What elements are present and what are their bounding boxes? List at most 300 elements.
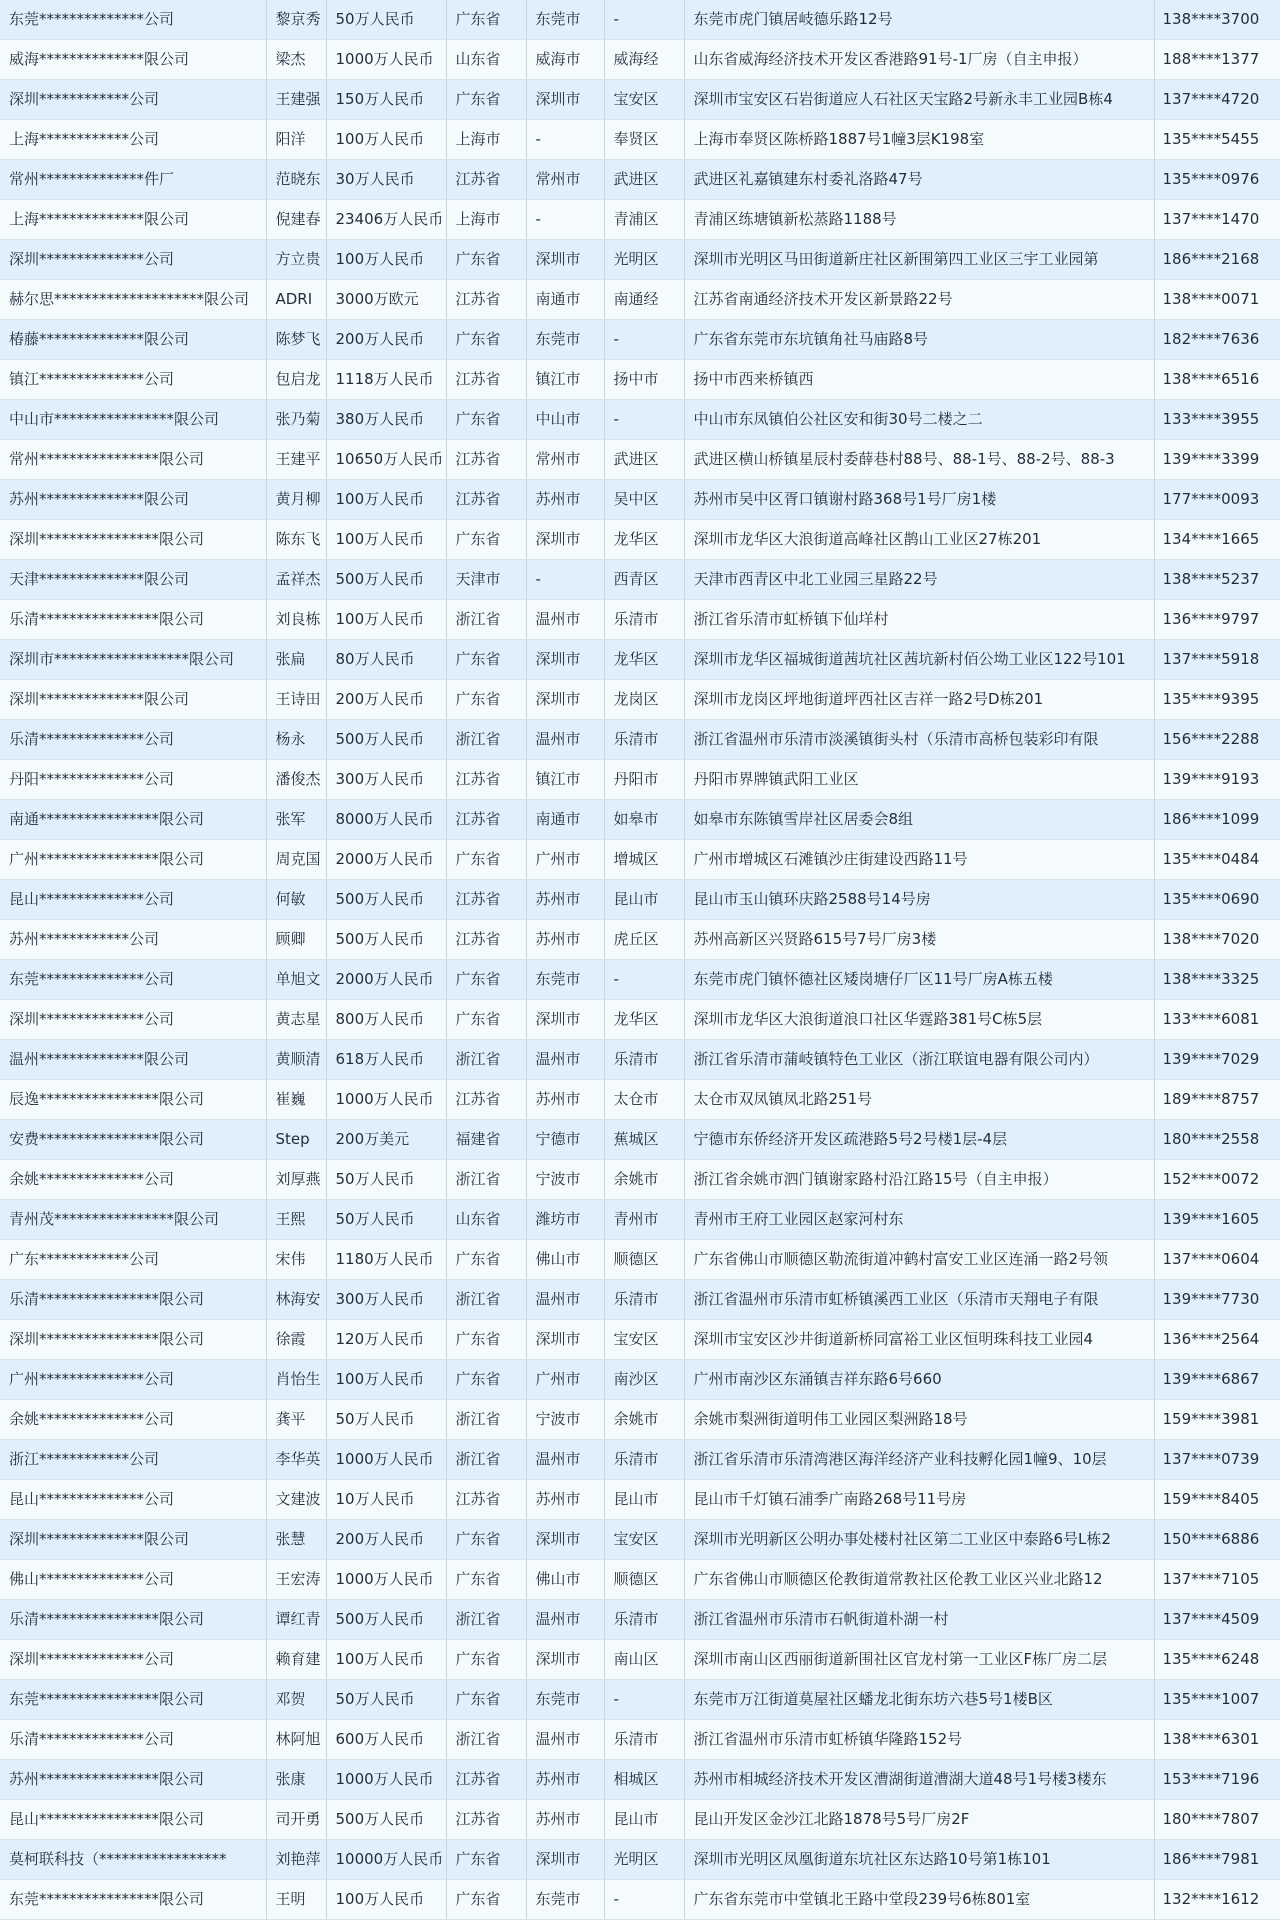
phone-cell: 138****6516 (1154, 360, 1280, 400)
province-cell: 广东省 (446, 1320, 526, 1360)
table-row (0, 1760, 1280, 1800)
province-cell: 广东省 (446, 680, 526, 720)
table-row (0, 880, 1280, 920)
province-cell: 广东省 (446, 1560, 526, 1600)
company-name-cell: 昆山****************限公司 (0, 1800, 266, 1840)
city-cell: 温州市 (526, 1600, 604, 1640)
company-name-cell: 苏州************公司 (0, 920, 266, 960)
city-cell: 南通市 (526, 280, 604, 320)
company-name-cell: 东莞**************公司 (0, 960, 266, 1000)
table-row (0, 720, 1280, 760)
district-cell: 宝安区 (604, 80, 684, 120)
legal-rep-cell: 王宏涛 (266, 1560, 326, 1600)
phone-cell: 138****3700 (1154, 0, 1280, 40)
province-cell: 广东省 (446, 1360, 526, 1400)
capital-cell: 1180万人民币 (326, 1240, 446, 1280)
province-cell: 山东省 (446, 1200, 526, 1240)
table-row (0, 1240, 1280, 1280)
province-cell: 江苏省 (446, 1760, 526, 1800)
legal-rep-cell: 赖育建 (266, 1640, 326, 1680)
district-cell: 相城区 (604, 1760, 684, 1800)
district-cell: 顺德区 (604, 1240, 684, 1280)
district-cell: 扬中市 (604, 360, 684, 400)
table-row (0, 40, 1280, 80)
legal-rep-cell: 司开勇 (266, 1800, 326, 1840)
phone-cell: 156****2288 (1154, 720, 1280, 760)
city-cell: 苏州市 (526, 920, 604, 960)
legal-rep-cell: 顾卿 (266, 920, 326, 960)
phone-cell: 139****7029 (1154, 1040, 1280, 1080)
company-name-cell: 苏州****************限公司 (0, 1760, 266, 1800)
company-name-cell: 东莞**************公司 (0, 0, 266, 40)
company-name-cell: 南通****************限公司 (0, 800, 266, 840)
phone-cell: 150****6886 (1154, 1520, 1280, 1560)
capital-cell: 500万人民币 (326, 720, 446, 760)
capital-cell: 120万人民币 (326, 1320, 446, 1360)
legal-rep-cell: 陈东飞 (266, 520, 326, 560)
legal-rep-cell: 范晓东 (266, 160, 326, 200)
company-name-cell: 赫尔思********************限公司 (0, 280, 266, 320)
phone-cell: 188****1377 (1154, 40, 1280, 80)
table-row (0, 80, 1280, 120)
address-cell: 深圳市光明区凤凰街道东坑社区东达路10号第1栋101 (684, 1840, 1154, 1880)
table-row (0, 680, 1280, 720)
phone-cell: 159****3981 (1154, 1400, 1280, 1440)
legal-rep-cell: 肖怡生 (266, 1360, 326, 1400)
table-row (0, 1720, 1280, 1760)
table-row (0, 640, 1280, 680)
phone-cell: 135****0690 (1154, 880, 1280, 920)
phone-cell: 137****0739 (1154, 1440, 1280, 1480)
city-cell: 常州市 (526, 440, 604, 480)
city-cell: 温州市 (526, 720, 604, 760)
province-cell: 浙江省 (446, 720, 526, 760)
address-cell: 深圳市龙华区大浪街道高峰社区鹊山工业区27栋201 (684, 520, 1154, 560)
address-cell: 中山市东凤镇伯公社区安和街30号二楼之二 (684, 400, 1154, 440)
phone-cell: 132****1612 (1154, 1880, 1280, 1920)
city-cell: 深圳市 (526, 1520, 604, 1560)
phone-cell: 180****7807 (1154, 1800, 1280, 1840)
province-cell: 广东省 (446, 1520, 526, 1560)
phone-cell: 186****2168 (1154, 240, 1280, 280)
address-cell: 浙江省温州市乐清市石帆街道朴湖一村 (684, 1600, 1154, 1640)
legal-rep-cell: 林阿旭 (266, 1720, 326, 1760)
legal-rep-cell: 何敏 (266, 880, 326, 920)
legal-rep-cell: 黎京秀 (266, 0, 326, 40)
district-cell: 如皋市 (604, 800, 684, 840)
city-cell: 东莞市 (526, 320, 604, 360)
province-cell: 江苏省 (446, 1480, 526, 1520)
city-cell: - (526, 560, 604, 600)
address-cell: 浙江省温州市乐清市淡溪镇街头村（乐清市高桥包装彩印有限 (684, 720, 1154, 760)
phone-cell: 138****3325 (1154, 960, 1280, 1000)
phone-cell: 180****2558 (1154, 1120, 1280, 1160)
district-cell: 光明区 (604, 240, 684, 280)
company-name-cell: 深圳**************公司 (0, 240, 266, 280)
capital-cell: 100万人民币 (326, 1880, 446, 1920)
legal-rep-cell: 文建波 (266, 1480, 326, 1520)
capital-cell: 100万人民币 (326, 480, 446, 520)
address-cell: 深圳市龙华区福城街道茜坑社区茜坑新村佰公坳工业区122号101 (684, 640, 1154, 680)
table-row (0, 400, 1280, 440)
phone-cell: 138****5237 (1154, 560, 1280, 600)
table-row (0, 1520, 1280, 1560)
district-cell: 乐清市 (604, 1600, 684, 1640)
capital-cell: 800万人民币 (326, 1000, 446, 1040)
company-name-cell: 浙江************公司 (0, 1440, 266, 1480)
address-cell: 武进区礼嘉镇建东村委礼洛路47号 (684, 160, 1154, 200)
province-cell: 广东省 (446, 1680, 526, 1720)
legal-rep-cell: 李华英 (266, 1440, 326, 1480)
district-cell: - (604, 960, 684, 1000)
table-row (0, 280, 1280, 320)
province-cell: 广东省 (446, 1000, 526, 1040)
capital-cell: 100万人民币 (326, 1640, 446, 1680)
phone-cell: 137****1470 (1154, 200, 1280, 240)
address-cell: 东莞市万江街道莫屋社区蟠龙北街东坊六巷5号1楼B区 (684, 1680, 1154, 1720)
city-cell: 镇江市 (526, 360, 604, 400)
table-row (0, 1880, 1280, 1920)
city-cell: 苏州市 (526, 1080, 604, 1120)
legal-rep-cell: 周克国 (266, 840, 326, 880)
address-cell: 浙江省温州市乐清市虹桥镇华隆路152号 (684, 1720, 1154, 1760)
legal-rep-cell: 刘艳萍 (266, 1840, 326, 1880)
district-cell: 丹阳市 (604, 760, 684, 800)
table-row (0, 1160, 1280, 1200)
address-cell: 浙江省乐清市乐清湾港区海洋经济产业科技孵化园1幢9、10层 (684, 1440, 1154, 1480)
company-name-cell: 安费****************限公司 (0, 1120, 266, 1160)
district-cell: 武进区 (604, 160, 684, 200)
address-cell: 广东省佛山市顺德区伦教街道常教社区伦教工业区兴业北路12 (684, 1560, 1154, 1600)
company-name-cell: 佛山**************公司 (0, 1560, 266, 1600)
city-cell: 佛山市 (526, 1240, 604, 1280)
capital-cell: 80万人民币 (326, 640, 446, 680)
district-cell: 青州市 (604, 1200, 684, 1240)
capital-cell: 1000万人民币 (326, 1760, 446, 1800)
district-cell: 乐清市 (604, 600, 684, 640)
phone-cell: 139****7730 (1154, 1280, 1280, 1320)
province-cell: 江苏省 (446, 760, 526, 800)
address-cell: 苏州高新区兴贤路615号7号厂房3楼 (684, 920, 1154, 960)
province-cell: 广东省 (446, 1640, 526, 1680)
legal-rep-cell: 王建强 (266, 80, 326, 120)
legal-rep-cell: 宋伟 (266, 1240, 326, 1280)
table-row (0, 1560, 1280, 1600)
district-cell: 昆山市 (604, 1480, 684, 1520)
capital-cell: 8000万人民币 (326, 800, 446, 840)
city-cell: - (526, 200, 604, 240)
legal-rep-cell: 王诗田 (266, 680, 326, 720)
capital-cell: 50万人民币 (326, 0, 446, 40)
legal-rep-cell: 潘俊杰 (266, 760, 326, 800)
capital-cell: 50万人民币 (326, 1400, 446, 1440)
city-cell: 中山市 (526, 400, 604, 440)
company-name-cell: 乐清****************限公司 (0, 1280, 266, 1320)
city-cell: 深圳市 (526, 1320, 604, 1360)
company-name-cell: 镇江**************公司 (0, 360, 266, 400)
capital-cell: 100万人民币 (326, 1360, 446, 1400)
capital-cell: 1000万人民币 (326, 1080, 446, 1120)
capital-cell: 100万人民币 (326, 120, 446, 160)
capital-cell: 50万人民币 (326, 1200, 446, 1240)
company-name-cell: 深圳**************限公司 (0, 1520, 266, 1560)
address-cell: 浙江省温州市乐清市虹桥镇溪西工业区（乐清市天翔电子有限 (684, 1280, 1154, 1320)
capital-cell: 1000万人民币 (326, 1560, 446, 1600)
company-name-cell: 天津**************限公司 (0, 560, 266, 600)
company-name-cell: 温州**************限公司 (0, 1040, 266, 1080)
legal-rep-cell: ADRI (266, 280, 326, 320)
company-name-cell: 广州**************公司 (0, 1360, 266, 1400)
city-cell: 深圳市 (526, 1840, 604, 1880)
address-cell: 如皋市东陈镇雪岸社区居委会8组 (684, 800, 1154, 840)
province-cell: 江苏省 (446, 920, 526, 960)
district-cell: 西青区 (604, 560, 684, 600)
capital-cell: 380万人民币 (326, 400, 446, 440)
phone-cell: 137****4509 (1154, 1600, 1280, 1640)
address-cell: 广东省东莞市东坑镇角社马庙路8号 (684, 320, 1154, 360)
phone-cell: 135****5455 (1154, 120, 1280, 160)
phone-cell: 137****0604 (1154, 1240, 1280, 1280)
phone-cell: 153****7196 (1154, 1760, 1280, 1800)
province-cell: 江苏省 (446, 440, 526, 480)
table-row (0, 1840, 1280, 1880)
legal-rep-cell: 邓贺 (266, 1680, 326, 1720)
phone-cell: 135****0976 (1154, 160, 1280, 200)
capital-cell: 500万人民币 (326, 920, 446, 960)
capital-cell: 200万美元 (326, 1120, 446, 1160)
company-name-cell: 余姚**************公司 (0, 1400, 266, 1440)
city-cell: 苏州市 (526, 1480, 604, 1520)
province-cell: 江苏省 (446, 280, 526, 320)
city-cell: 深圳市 (526, 520, 604, 560)
company-name-cell: 深圳************公司 (0, 80, 266, 120)
address-cell: 深圳市宝安区沙井街道新桥同富裕工业区恒明珠科技工业园4 (684, 1320, 1154, 1360)
province-cell: 浙江省 (446, 1400, 526, 1440)
phone-cell: 137****5918 (1154, 640, 1280, 680)
district-cell: - (604, 400, 684, 440)
capital-cell: 1118万人民币 (326, 360, 446, 400)
table-row (0, 1080, 1280, 1120)
phone-cell: 152****0072 (1154, 1160, 1280, 1200)
capital-cell: 50万人民币 (326, 1160, 446, 1200)
city-cell: 温州市 (526, 1040, 604, 1080)
address-cell: 深圳市光明新区公明办事处楼村社区第二工业区中泰路6号L栋2 (684, 1520, 1154, 1560)
province-cell: 浙江省 (446, 600, 526, 640)
company-name-cell: 东莞****************限公司 (0, 1680, 266, 1720)
district-cell: 南沙区 (604, 1360, 684, 1400)
district-cell: 昆山市 (604, 880, 684, 920)
address-cell: 深圳市南山区西丽街道新围社区官龙村第一工业区F栋厂房二层 (684, 1640, 1154, 1680)
capital-cell: 1000万人民币 (326, 1440, 446, 1480)
table-row (0, 1360, 1280, 1400)
city-cell: 威海市 (526, 40, 604, 80)
table-row (0, 560, 1280, 600)
legal-rep-cell: 王建平 (266, 440, 326, 480)
province-cell: 广东省 (446, 0, 526, 40)
table-row (0, 1000, 1280, 1040)
city-cell: 佛山市 (526, 1560, 604, 1600)
capital-cell: 10万人民币 (326, 1480, 446, 1520)
capital-cell: 500万人民币 (326, 1800, 446, 1840)
city-cell: 苏州市 (526, 1800, 604, 1840)
legal-rep-cell: 单旭文 (266, 960, 326, 1000)
province-cell: 江苏省 (446, 1800, 526, 1840)
city-cell: 苏州市 (526, 880, 604, 920)
district-cell: 蕉城区 (604, 1120, 684, 1160)
legal-rep-cell: 包启龙 (266, 360, 326, 400)
company-name-cell: 常州**************件厂 (0, 160, 266, 200)
capital-cell: 200万人民币 (326, 320, 446, 360)
city-cell: 广州市 (526, 840, 604, 880)
company-name-cell: 青州茂****************限公司 (0, 1200, 266, 1240)
capital-cell: 300万人民币 (326, 1280, 446, 1320)
district-cell: 奉贤区 (604, 120, 684, 160)
phone-cell: 135****0484 (1154, 840, 1280, 880)
legal-rep-cell: 徐霞 (266, 1320, 326, 1360)
city-cell: 温州市 (526, 600, 604, 640)
province-cell: 广东省 (446, 960, 526, 1000)
table-row (0, 1400, 1280, 1440)
company-name-cell: 深圳**************限公司 (0, 680, 266, 720)
district-cell: 增城区 (604, 840, 684, 880)
district-cell: 龙华区 (604, 640, 684, 680)
table-row (0, 240, 1280, 280)
address-cell: 苏州市相城经济技术开发区漕湖街道漕湖大道48号1号楼3楼东 (684, 1760, 1154, 1800)
province-cell: 浙江省 (446, 1280, 526, 1320)
legal-rep-cell: 黄志星 (266, 1000, 326, 1040)
table-row (0, 360, 1280, 400)
address-cell: 广州市南沙区东涌镇吉祥东路6号660 (684, 1360, 1154, 1400)
capital-cell: 500万人民币 (326, 1600, 446, 1640)
phone-cell: 138****7020 (1154, 920, 1280, 960)
city-cell: 宁德市 (526, 1120, 604, 1160)
province-cell: 天津市 (446, 560, 526, 600)
phone-cell: 138****0071 (1154, 280, 1280, 320)
province-cell: 浙江省 (446, 1720, 526, 1760)
city-cell: 东莞市 (526, 0, 604, 40)
city-cell: 深圳市 (526, 680, 604, 720)
province-cell: 广东省 (446, 520, 526, 560)
province-cell: 江苏省 (446, 1080, 526, 1120)
legal-rep-cell: 陈梦飞 (266, 320, 326, 360)
company-name-cell: 丹阳**************公司 (0, 760, 266, 800)
address-cell: 深圳市龙岗区坪地街道坪西社区吉祥一路2号D栋201 (684, 680, 1154, 720)
province-cell: 浙江省 (446, 1600, 526, 1640)
city-cell: 南通市 (526, 800, 604, 840)
city-cell: 温州市 (526, 1440, 604, 1480)
province-cell: 福建省 (446, 1120, 526, 1160)
city-cell: 广州市 (526, 1360, 604, 1400)
district-cell: 龙岗区 (604, 680, 684, 720)
legal-rep-cell: Step (266, 1120, 326, 1160)
address-cell: 昆山开发区金沙江北路1878号5号厂房2F (684, 1800, 1154, 1840)
city-cell: 东莞市 (526, 960, 604, 1000)
district-cell: - (604, 0, 684, 40)
company-name-cell: 乐清**************公司 (0, 720, 266, 760)
address-cell: 扬中市西来桥镇西 (684, 360, 1154, 400)
province-cell: 江苏省 (446, 160, 526, 200)
district-cell: 南山区 (604, 1640, 684, 1680)
district-cell: 龙华区 (604, 520, 684, 560)
capital-cell: 200万人民币 (326, 1520, 446, 1560)
legal-rep-cell: 杨永 (266, 720, 326, 760)
province-cell: 广东省 (446, 640, 526, 680)
capital-cell: 3000万欧元 (326, 280, 446, 320)
city-cell: - (526, 120, 604, 160)
legal-rep-cell: 崔巍 (266, 1080, 326, 1120)
district-cell: 顺德区 (604, 1560, 684, 1600)
capital-cell: 23406万人民币 (326, 200, 446, 240)
company-name-cell: 深圳****************限公司 (0, 1320, 266, 1360)
address-cell: 广州市增城区石滩镇沙庄街建设西路11号 (684, 840, 1154, 880)
capital-cell: 150万人民币 (326, 80, 446, 120)
table-row (0, 1320, 1280, 1360)
company-name-cell: 中山市****************限公司 (0, 400, 266, 440)
company-name-cell: 广州****************限公司 (0, 840, 266, 880)
capital-cell: 30万人民币 (326, 160, 446, 200)
city-cell: 深圳市 (526, 1000, 604, 1040)
address-cell: 浙江省乐清市虹桥镇下仙垟村 (684, 600, 1154, 640)
address-cell: 广东省佛山市顺德区勒流街道冲鹤村富安工业区连涌一路2号领 (684, 1240, 1154, 1280)
legal-rep-cell: 黄月柳 (266, 480, 326, 520)
company-name-cell: 莫柯联科技（***************** (0, 1840, 266, 1880)
address-cell: 余姚市梨洲街道明伟工业园区梨洲路18号 (684, 1400, 1154, 1440)
table-row (0, 760, 1280, 800)
address-cell: 浙江省余姚市泗门镇谢家路村沿江路15号（自主申报） (684, 1160, 1154, 1200)
city-cell: 温州市 (526, 1720, 604, 1760)
table-row (0, 520, 1280, 560)
table-row (0, 920, 1280, 960)
phone-cell: 182****7636 (1154, 320, 1280, 360)
legal-rep-cell: 孟祥杰 (266, 560, 326, 600)
legal-rep-cell: 王明 (266, 1880, 326, 1920)
company-name-cell: 乐清****************限公司 (0, 600, 266, 640)
province-cell: 广东省 (446, 1840, 526, 1880)
legal-rep-cell: 刘良栋 (266, 600, 326, 640)
legal-rep-cell: 阳洋 (266, 120, 326, 160)
address-cell: 青浦区练塘镇新松蒸路1188号 (684, 200, 1154, 240)
address-cell: 深圳市光明区马田街道新庄社区新围第四工业区三宇工业园第 (684, 240, 1154, 280)
district-cell: 威海经 (604, 40, 684, 80)
table-row (0, 120, 1280, 160)
city-cell: 东莞市 (526, 1880, 604, 1920)
capital-cell: 1000万人民币 (326, 40, 446, 80)
company-name-cell: 深圳****************限公司 (0, 520, 266, 560)
address-cell: 宁德市东侨经济开发区疏港路5号2号楼1层-4层 (684, 1120, 1154, 1160)
legal-rep-cell: 刘厚燕 (266, 1160, 326, 1200)
phone-cell: 135****9395 (1154, 680, 1280, 720)
company-name-cell: 昆山**************公司 (0, 1480, 266, 1520)
province-cell: 山东省 (446, 40, 526, 80)
province-cell: 广东省 (446, 1240, 526, 1280)
phone-cell: 135****1007 (1154, 1680, 1280, 1720)
address-cell: 深圳市宝安区石岩街道应人石社区天宝路2号新永丰工业园B栋4 (684, 80, 1154, 120)
legal-rep-cell: 倪建春 (266, 200, 326, 240)
district-cell: 太仓市 (604, 1080, 684, 1120)
city-cell: 深圳市 (526, 640, 604, 680)
city-cell: 常州市 (526, 160, 604, 200)
district-cell: 宝安区 (604, 1320, 684, 1360)
phone-cell: 136****9797 (1154, 600, 1280, 640)
table-row (0, 0, 1280, 40)
phone-cell: 139****6867 (1154, 1360, 1280, 1400)
company-name-cell: 余姚**************公司 (0, 1160, 266, 1200)
address-cell: 深圳市龙华区大浪街道浪口社区华霆路381号C栋5层 (684, 1000, 1154, 1040)
table-row (0, 1480, 1280, 1520)
address-cell: 上海市奉贤区陈桥路1887号1幢3层K198室 (684, 120, 1154, 160)
address-cell: 广东省东莞市中堂镇北王路中堂段239号6栋801室 (684, 1880, 1154, 1920)
table-row (0, 1800, 1280, 1840)
